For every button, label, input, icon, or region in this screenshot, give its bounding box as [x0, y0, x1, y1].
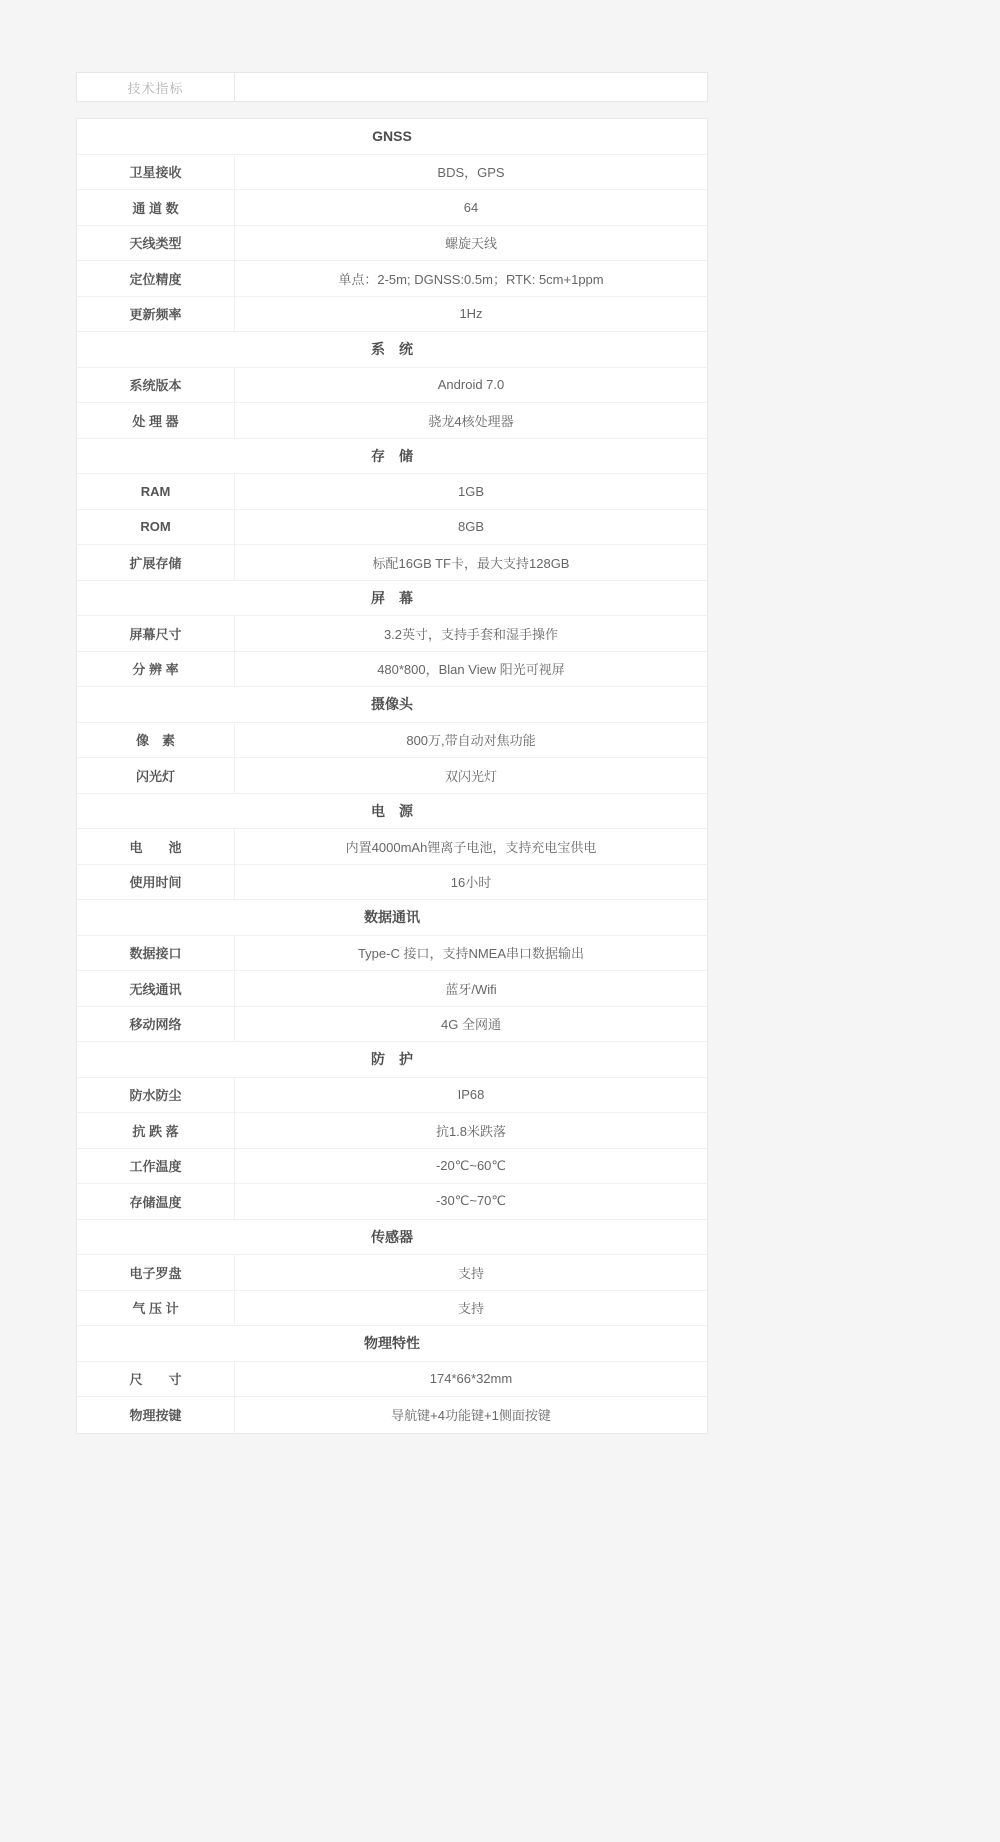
spec-row	[77, 971, 707, 1007]
spec-label: 定位精度	[77, 261, 235, 296]
spec-value: 双闪光灯	[444, 768, 497, 784]
section-header-row	[77, 119, 707, 155]
spec-label: 卫星接收	[77, 155, 235, 190]
spec-label: 存储温度	[77, 1184, 235, 1219]
page-title: 技术指标	[77, 73, 235, 101]
spec-row	[77, 1113, 707, 1149]
section-header-label: 存 储	[371, 447, 413, 464]
spec-value: 支持	[457, 1265, 484, 1281]
spec-label: 工作温度	[77, 1149, 235, 1184]
section-header-label: 传感器	[371, 1228, 413, 1245]
spec-row	[77, 1255, 707, 1291]
spec-value: 8GB	[457, 519, 484, 535]
spec-label: 处 理 器	[77, 403, 235, 438]
spec-value: BDS，GPS	[437, 165, 505, 181]
spec-table	[76, 118, 708, 1434]
spec-label: ROM	[77, 510, 235, 545]
spec-label: 像 素	[77, 723, 235, 758]
spec-value: 4G 全网通	[441, 1017, 501, 1033]
spec-label: RAM	[77, 474, 235, 509]
spec-row	[77, 474, 707, 510]
spec-row	[77, 936, 707, 972]
spec-row	[77, 155, 707, 191]
spec-row	[77, 865, 707, 901]
spec-value: Type-C 接口，支持NMEA串口数据输出	[357, 946, 585, 962]
spec-label: 无线通讯	[77, 971, 235, 1006]
spec-row	[77, 829, 707, 865]
section-header-row	[77, 439, 707, 475]
spec-label: 电子罗盘	[77, 1255, 235, 1290]
spec-row	[77, 510, 707, 546]
spec-row	[77, 652, 707, 688]
spec-value: IP68	[457, 1087, 485, 1103]
spec-row	[77, 368, 707, 404]
spec-row	[77, 1184, 707, 1220]
section-header-label: 摄像头	[371, 696, 413, 713]
spec-value: 支持	[457, 1301, 484, 1317]
content-column	[76, 72, 708, 1434]
section-header-label: 屏 幕	[371, 589, 413, 606]
section-header-row	[77, 1042, 707, 1078]
spec-value: 1Hz	[459, 306, 483, 322]
spec-row	[77, 1149, 707, 1185]
spec-label: 电 池	[77, 829, 235, 864]
spec-label: 扩展存储	[77, 545, 235, 580]
spec-value: -30℃~70℃	[435, 1193, 507, 1209]
spec-row	[77, 1397, 707, 1433]
spec-row	[77, 1362, 707, 1398]
spec-row	[77, 1007, 707, 1043]
section-header-row	[77, 900, 707, 936]
spec-value: 蓝牙/Wifi	[445, 981, 497, 997]
title-box	[76, 72, 708, 102]
spec-label: 防水防尘	[77, 1078, 235, 1113]
spec-row	[77, 403, 707, 439]
section-header-label: 电 源	[371, 802, 413, 819]
spec-value: 16小时	[450, 875, 492, 891]
spec-value: 内置4000mAh锂离子电池，支持充电宝供电	[345, 839, 597, 855]
spec-label: 天线类型	[77, 226, 235, 261]
spec-value: 1GB	[457, 483, 484, 499]
section-header-label: 物理特性	[364, 1335, 420, 1352]
section-header-row	[77, 581, 707, 617]
spec-value: 单点：2-5m; DGNSS:0.5m；RTK: 5cm+1ppm	[338, 271, 604, 287]
section-header-label: 数据通讯	[364, 909, 420, 926]
spec-label: 闪光灯	[77, 758, 235, 793]
spec-value: 800万,带自动对焦功能	[406, 733, 536, 749]
spec-value: 64	[463, 199, 479, 215]
spec-row	[77, 545, 707, 581]
spec-value: 螺旋天线	[444, 236, 497, 252]
spec-label: 物理按键	[77, 1397, 235, 1433]
spec-label: 数据接口	[77, 936, 235, 971]
spec-row	[77, 723, 707, 759]
spec-label: 通 道 数	[77, 190, 235, 225]
spec-row	[77, 1078, 707, 1114]
spec-value: 抗1.8米跌落	[435, 1123, 507, 1139]
spec-label: 移动网络	[77, 1007, 235, 1042]
spec-label: 分 辨 率	[77, 652, 235, 687]
spec-value: Android 7.0	[437, 377, 505, 393]
spec-label: 抗 跌 落	[77, 1113, 235, 1148]
spec-value: -20℃~60℃	[435, 1157, 507, 1173]
spec-value: 标配16GB TF卡，最大支持128GB	[372, 555, 570, 571]
spec-label: 使用时间	[77, 865, 235, 900]
spec-value: 骁龙4核处理器	[428, 413, 514, 429]
section-header-label: 系 统	[371, 341, 413, 358]
spec-row	[77, 190, 707, 226]
spec-label: 更新频率	[77, 297, 235, 332]
section-header-row	[77, 1220, 707, 1256]
spec-row	[77, 1291, 707, 1327]
spec-value: 3.2英寸，支持手套和湿手操作	[383, 626, 559, 642]
section-header-row	[77, 1326, 707, 1362]
spec-row	[77, 758, 707, 794]
spec-label: 气 压 计	[77, 1291, 235, 1326]
spec-label: 屏幕尺寸	[77, 616, 235, 651]
spec-value: 480*800，Blan View 阳光可视屏	[377, 662, 565, 678]
spec-value: 174*66*32mm	[429, 1371, 513, 1387]
spec-row	[77, 616, 707, 652]
spec-row	[77, 261, 707, 297]
section-header-row	[77, 687, 707, 723]
section-header-label: GNSS	[372, 128, 412, 145]
spec-label: 系统版本	[77, 368, 235, 403]
spec-label: 尺 寸	[77, 1362, 235, 1397]
section-header-row	[77, 332, 707, 368]
spec-row	[77, 297, 707, 333]
spec-row	[77, 226, 707, 262]
spec-value: 导航键+4功能键+1侧面按键	[391, 1408, 551, 1424]
section-header-row	[77, 794, 707, 830]
section-header-label: 防 护	[371, 1051, 413, 1068]
